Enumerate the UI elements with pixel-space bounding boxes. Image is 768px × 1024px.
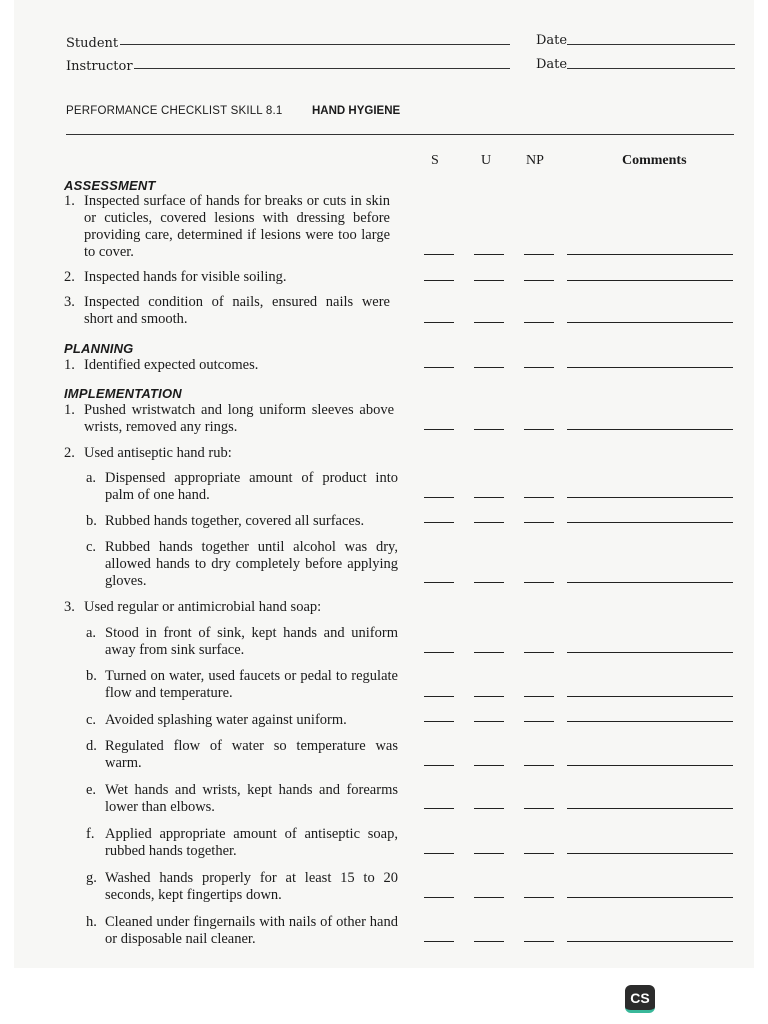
item-text: Dispensed appropriate amount of product into palm of one hand. (105, 470, 398, 503)
item-text: Avoided splashing water against uniform. (105, 712, 347, 728)
list-item (86, 870, 398, 904)
np-blank[interactable] (524, 721, 554, 722)
list-item (86, 539, 398, 590)
column-s: S (431, 153, 439, 168)
instructor-field[interactable] (134, 68, 510, 69)
item-text: Rubbed hands together until alcohol was dry, allowed hands to dry completely before applying gloves. (105, 539, 398, 589)
column-comments: Comments (622, 153, 687, 168)
np-blank[interactable] (524, 652, 554, 653)
item-text: Used regular or antimicrobial hand soap: (84, 599, 322, 615)
comments-blank[interactable] (567, 721, 733, 722)
np-blank[interactable] (524, 808, 554, 809)
u-blank[interactable] (474, 897, 504, 898)
u-blank[interactable] (474, 808, 504, 809)
item-number: 2. (64, 269, 75, 285)
section-assessment: ASSESSMENT (64, 178, 156, 193)
comments-blank[interactable] (567, 765, 733, 766)
item-number: g. (86, 870, 97, 886)
list-item (64, 294, 390, 328)
item-text: Inspected condition of nails, ensured nails were short and smooth. (84, 294, 390, 327)
comments-blank[interactable] (567, 322, 733, 323)
list-item (86, 513, 398, 530)
title-divider (66, 134, 734, 135)
s-blank[interactable] (424, 808, 454, 809)
u-blank[interactable] (474, 367, 504, 368)
list-item (86, 470, 398, 504)
np-blank[interactable] (524, 582, 554, 583)
item-number: 2. (64, 445, 75, 461)
item-number: c. (86, 712, 97, 728)
column-u: U (481, 153, 492, 168)
u-blank[interactable] (474, 696, 504, 697)
item-number: d. (86, 738, 97, 754)
comments-blank[interactable] (567, 853, 733, 854)
item-text: Rubbed hands together, covered all surfaces. (105, 513, 365, 529)
u-blank[interactable] (474, 765, 504, 766)
checklist-title-prefix: PERFORMANCE CHECKLIST SKILL 8.1 (66, 105, 283, 117)
list-item (86, 826, 398, 860)
item-text: Inspected surface of hands for breaks or cuts in skin or cuticles, covered lesions with dressing before providing care, determined if lesions were too large to cover. (84, 193, 390, 260)
s-blank[interactable] (424, 497, 454, 498)
u-blank[interactable] (474, 280, 504, 281)
item-text: Identified expected outcomes. (84, 357, 259, 373)
item-text: Stood in front of sink, kept hands and uniform away from sink surface. (105, 625, 398, 658)
comments-blank[interactable] (567, 941, 733, 942)
np-blank[interactable] (524, 522, 554, 523)
item-text: Regulated flow of water so temperature was warm. (105, 738, 398, 771)
camscanner-logo: CS (625, 985, 655, 1013)
item-number: c. (86, 539, 97, 555)
item-number: 1. (64, 357, 75, 373)
item-number: b. (86, 513, 97, 529)
item-text: Pushed wristwatch and long uniform sleeves above wrists, removed any rings. (84, 402, 394, 435)
list-item (86, 914, 398, 948)
u-blank[interactable] (474, 254, 504, 255)
u-blank[interactable] (474, 941, 504, 942)
s-blank[interactable] (424, 280, 454, 281)
comments-blank[interactable] (567, 280, 733, 281)
s-blank[interactable] (424, 582, 454, 583)
item-text: Washed hands properly for at least 15 to 20 seconds, kept fingertips down. (105, 870, 398, 903)
comments-blank[interactable] (567, 652, 733, 653)
s-blank[interactable] (424, 322, 454, 323)
item-text: Inspected hands for visible soiling. (84, 269, 287, 285)
item-number: b. (86, 668, 97, 684)
s-blank[interactable] (424, 765, 454, 766)
np-blank[interactable] (524, 429, 554, 430)
u-blank[interactable] (474, 721, 504, 722)
item-number: 1. (64, 193, 75, 209)
item-text: Wet hands and wrists, kept hands and forearms lower than elbows. (105, 782, 398, 815)
item-text: Cleaned under fingernails with nails of other hand or disposable nail cleaner. (105, 914, 398, 947)
u-blank[interactable] (474, 522, 504, 523)
list-item (64, 402, 394, 436)
np-blank[interactable] (524, 765, 554, 766)
item-text: Turned on water, used faucets or pedal to regulate flow and temperature. (105, 668, 398, 701)
student-label: Student (66, 36, 119, 51)
list-item (64, 269, 390, 286)
u-blank[interactable] (474, 582, 504, 583)
comments-blank[interactable] (567, 522, 733, 523)
comments-blank[interactable] (567, 429, 733, 430)
list-item (86, 782, 398, 816)
item-text: Used antiseptic hand rub: (84, 445, 232, 461)
comments-blank[interactable] (567, 254, 733, 255)
u-blank[interactable] (474, 322, 504, 323)
np-blank[interactable] (524, 280, 554, 281)
item-number: a. (86, 625, 97, 641)
s-blank[interactable] (424, 853, 454, 854)
s-blank[interactable] (424, 897, 454, 898)
np-blank[interactable] (524, 853, 554, 854)
np-blank[interactable] (524, 897, 554, 898)
np-blank[interactable] (524, 696, 554, 697)
section-implementation: IMPLEMENTATION (64, 386, 182, 401)
np-blank[interactable] (524, 322, 554, 323)
item-number: f. (86, 826, 95, 842)
item-number: a. (86, 470, 97, 486)
s-blank[interactable] (424, 652, 454, 653)
checklist-title-name: HAND HYGIENE (312, 105, 401, 117)
date-label-2: Date (536, 57, 568, 72)
comments-blank[interactable] (567, 367, 733, 368)
instructor-label: Instructor (66, 59, 133, 74)
s-blank[interactable] (424, 522, 454, 523)
s-blank[interactable] (424, 696, 454, 697)
column-np: NP (526, 153, 544, 168)
date-field-2[interactable] (567, 68, 735, 69)
item-text: Applied appropriate amount of antiseptic soap, rubbed hands together. (105, 826, 398, 859)
list-item (86, 712, 398, 729)
item-number: 3. (64, 294, 75, 310)
date-field-1[interactable] (567, 44, 735, 45)
s-blank[interactable] (424, 721, 454, 722)
s-blank[interactable] (424, 367, 454, 368)
u-blank[interactable] (474, 429, 504, 430)
student-field[interactable] (120, 44, 510, 45)
comments-blank[interactable] (567, 696, 733, 697)
comments-blank[interactable] (567, 582, 733, 583)
list-item (64, 357, 390, 374)
np-blank[interactable] (524, 497, 554, 498)
list-item (64, 445, 394, 462)
list-item (86, 625, 398, 659)
u-blank[interactable] (474, 853, 504, 854)
s-blank[interactable] (424, 429, 454, 430)
list-item (64, 193, 390, 261)
np-blank[interactable] (524, 941, 554, 942)
comments-blank[interactable] (567, 497, 733, 498)
item-number: 1. (64, 402, 75, 418)
comments-blank[interactable] (567, 897, 733, 898)
list-item (86, 668, 398, 702)
np-blank[interactable] (524, 367, 554, 368)
item-number: 3. (64, 599, 75, 615)
item-number: h. (86, 914, 97, 930)
item-number: e. (86, 782, 97, 798)
section-planning: PLANNING (64, 341, 134, 356)
date-label-1: Date (536, 33, 568, 48)
comments-blank[interactable] (567, 808, 733, 809)
s-blank[interactable] (424, 254, 454, 255)
list-item (64, 599, 394, 616)
u-blank[interactable] (474, 497, 504, 498)
list-item (86, 738, 398, 772)
np-blank[interactable] (524, 254, 554, 255)
u-blank[interactable] (474, 652, 504, 653)
s-blank[interactable] (424, 941, 454, 942)
